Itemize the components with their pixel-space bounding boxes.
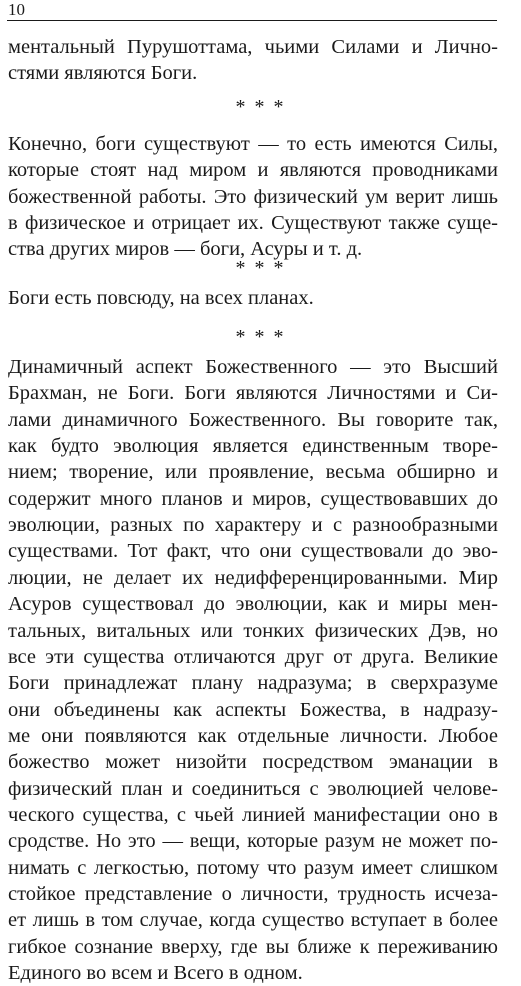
text-line: Боги принадлежат плану надразума; в сверхразуме (8, 672, 498, 695)
text-line: божественной работы. Это физический ум верит лишь (8, 185, 498, 208)
text-line: они объединены как аспекты Божества, в надразу- (8, 698, 498, 721)
text-line: ме они появляются как отдельные личности. Любое (8, 724, 498, 747)
text-line: содержит много планов и миров, существовавших до (8, 487, 498, 510)
text-line: люции, не делает их недифференцированными. Мир (8, 566, 498, 589)
text-line: эволюции, разных по характеру и с разнообразными (8, 514, 498, 537)
text-line: божество может низойти посредством эманации в (8, 751, 498, 774)
text-line: которые стоят над миром и являются проводниками (8, 159, 498, 182)
section-separator: * * * (235, 96, 286, 118)
section-separator: * * * (235, 326, 286, 348)
text-line: ства других миров — боги, Асуры и т. д. (8, 238, 363, 261)
text-line: тальных, витальных или тонких физических Дэв, но (8, 619, 498, 642)
text-line: лами динамичного Божественного. Вы говорите так, (8, 408, 498, 431)
text-line: Асуров существовал до эволюции, как и миры мен- (8, 593, 498, 616)
text-line: Динамичный аспект Божественного — это Высший (8, 356, 498, 378)
text-line: Конечно, боги существуют — то есть имеются Силы, (8, 133, 498, 155)
text-line: ет лишь в том случае, когда существо вступает в более (8, 909, 498, 932)
text-line: Брахман, не Боги. Боги являются Личностями и Си- (8, 382, 498, 405)
section-separator: * * * (235, 257, 286, 279)
text-line: физический план и соединиться с эволюцией челове- (8, 777, 498, 800)
page-number: 10 (8, 0, 25, 19)
text-line: нием; творение, или проявление, весьма обширно и (8, 461, 498, 484)
text-line: существами. Тот факт, что они существовали до эво- (8, 540, 498, 563)
text-line: стями являются Боги. (8, 62, 198, 85)
text-line: сродстве. Но это — вещи, которые разум не может по- (8, 830, 498, 853)
text-line: Боги есть повсюду, на всех планах. (8, 287, 314, 309)
text-line: ческого существа, с чьей линией манифестации оно в (8, 803, 498, 826)
text-line: нимать с легкостью, потому что разум имеет слишком (8, 856, 498, 879)
header-rule (7, 20, 497, 21)
text-line: все эти существа отличаются друг от друга. Великие (8, 645, 498, 668)
text-line: как будто эволюция является единственным творе- (8, 435, 498, 458)
text-line: стойкое представление о личности, трудность исчеза- (8, 883, 498, 905)
text-line: ментальный Пурушоттама, чьими Силами и Лично- (8, 36, 498, 58)
text-line: гибкое сознание вверху, где вы ближе к переживанию (8, 935, 498, 958)
text-line: Единого во всем и Всего в одном. (8, 962, 303, 985)
text-line: в физическое и отрицает их. Существуют также суще- (8, 212, 498, 235)
